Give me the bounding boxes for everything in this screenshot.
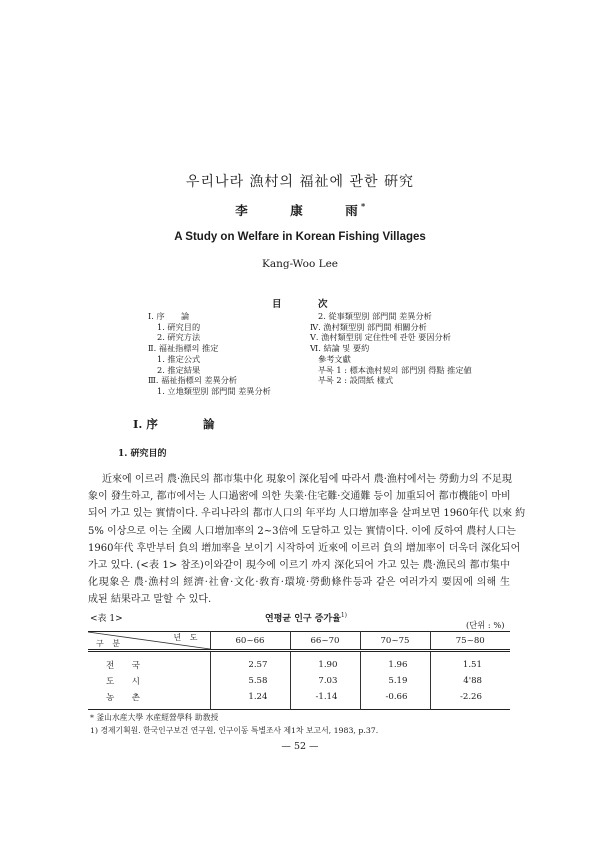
toc-right-column (310, 311, 472, 386)
footnotes (90, 711, 378, 737)
table-row (88, 673, 510, 689)
row-label: 농 촌 (106, 693, 140, 703)
toc-item: 부록 2 : 設問紙 樣式 (318, 375, 394, 386)
table-cell: 5.58 (210, 673, 290, 689)
toc-item: Ⅲ. 福祉指標의 差異分析 (148, 375, 238, 386)
table-row (88, 689, 510, 710)
toc-item: 1. 硏究目的 (157, 321, 201, 332)
author-name (214, 201, 394, 219)
body-line: 5% 이상으로 이는 全國 人口增加率의 2~3倍에 도달하고 있는 實情이다. 이에 反하여 農村人口는 (88, 525, 516, 537)
toc-item: Ⅰ. 序 論 (148, 311, 190, 321)
table-cell: 1.24 (210, 689, 290, 710)
toc-heading-char: 目 (272, 299, 282, 310)
table-unit: (단위 : %) (466, 620, 505, 630)
author-char: 雨 (345, 203, 358, 218)
toc-item: 2. 從事類型別 部門間 差異分析 (318, 311, 432, 321)
body-line: 象이 發生하고, 都市에서는 人口過密에 의한 失業·住宅難·交通難 등이 加重되어 都市機能이 마비 (88, 491, 511, 503)
author-char: 康 (290, 203, 303, 218)
table-cell: 5.19 (360, 673, 430, 689)
toc-item: 1. 立地類型別 部門間 差異分析 (157, 385, 271, 396)
table-cell: -1.14 (290, 689, 360, 710)
english-title: A Study on Welfare in Korean Fishing Villages (174, 231, 426, 243)
toc-heading-char: 次 (318, 299, 328, 310)
table-header-row (88, 632, 510, 651)
toc-item: 1. 推定公式 (157, 353, 201, 364)
table-label: <表 1> (90, 614, 123, 624)
column-header: 70~75 (360, 632, 430, 651)
body-line: 近來에 이르러 農·漁民의 都市集中化 現象이 深化됨에 따라서 農·漁村에서는 勞動力의 不足現 (102, 474, 512, 485)
section-title-word: 論 (203, 417, 215, 431)
english-author: Kang-Woo Lee (261, 258, 339, 270)
corner-top-label: 년 도 (173, 633, 198, 642)
toc-item: Ⅴ. 漁村類型別 定住性에 관한 要因分析 (310, 332, 451, 343)
table-cell: 1.96 (360, 651, 430, 674)
toc-item: 參考文獻 (318, 353, 351, 364)
body-line: 化現象은 農·漁村의 經濟·社會·文化·敎育·環境·勞動條件등과 같은 여러가지 要因에 의해 生 (88, 577, 510, 589)
table-cell: 1.51 (430, 651, 510, 674)
toc-item: Ⅵ. 結論 및 要約 (310, 343, 370, 354)
body-line: 1960年代 후반부터 負의 增加率을 보이기 시작하여 近來에 이르러 負의 增加率이 더욱더 深化되어 (88, 542, 521, 554)
row-label: 전 국 (106, 661, 140, 671)
corner-bottom-label: 구 분 (96, 639, 120, 648)
column-header: 60~66 (210, 632, 290, 651)
section-heading (133, 416, 215, 432)
row-label: 도 시 (106, 677, 140, 687)
toc-item: Ⅳ. 漁村類型別 部門間 相關分析 (310, 321, 427, 332)
page-number: — 52 — (281, 741, 319, 752)
toc-left-column (148, 311, 271, 397)
body-line: 되어 가고 있는 實情이다. 우리나라의 都市人口의 年平均 人口增加率을 살펴보면 1960年代 以來 約 (88, 508, 526, 520)
toc-item: 2. 硏究方法 (157, 332, 201, 343)
body-line: 가고 있다. (<表 1> 참조)이와같이 現今에 이르기 까지 深化되어 가고 있는 農·漁民의 都市集中 (88, 560, 510, 572)
table-cell: 4'88 (430, 673, 510, 689)
footnote: 1) 경제기획원. 한국인구보건 연구원, 인구이동 특별조사 제1차 보고서, 1983, p.37. (90, 726, 379, 735)
paper-title: 우리나라 漁村의 福祉에 관한 硏究 (186, 174, 414, 190)
subsection-heading: 1. 硏究目的 (118, 449, 167, 459)
table-corner-cell (88, 632, 210, 651)
table-cell: 2.57 (210, 651, 290, 674)
toc-item: 부록 1 : 標本漁村契의 部門別 得點 推定値 (318, 364, 472, 375)
table-title (265, 611, 347, 624)
author-footnote-mark: * (361, 201, 366, 211)
body-line: 成된 結果라고 말할 수 있다. (88, 594, 212, 606)
table-title-note: 1) (340, 612, 347, 619)
table-title-text: 연평균 인구 증가율 (265, 614, 341, 624)
population-growth-table (88, 631, 510, 710)
author-char: 李 (235, 203, 248, 218)
toc-item: 2. 推定結果 (157, 364, 201, 375)
toc-item: Ⅱ. 福祉指標의 推定 (148, 343, 219, 354)
column-header: 66~70 (290, 632, 360, 651)
table-cell: 1.90 (290, 651, 360, 674)
table-cell: -2.26 (430, 689, 510, 710)
body-paragraph (88, 471, 526, 609)
section-number: Ⅰ. 序 (133, 417, 158, 431)
column-header: 75~80 (430, 632, 510, 651)
table-cell: 7.03 (290, 673, 360, 689)
footnote: * 釜山水産大學 水産經營學科 助敎授 (90, 713, 219, 722)
table-row (88, 651, 510, 674)
table-cell: -0.66 (360, 689, 430, 710)
